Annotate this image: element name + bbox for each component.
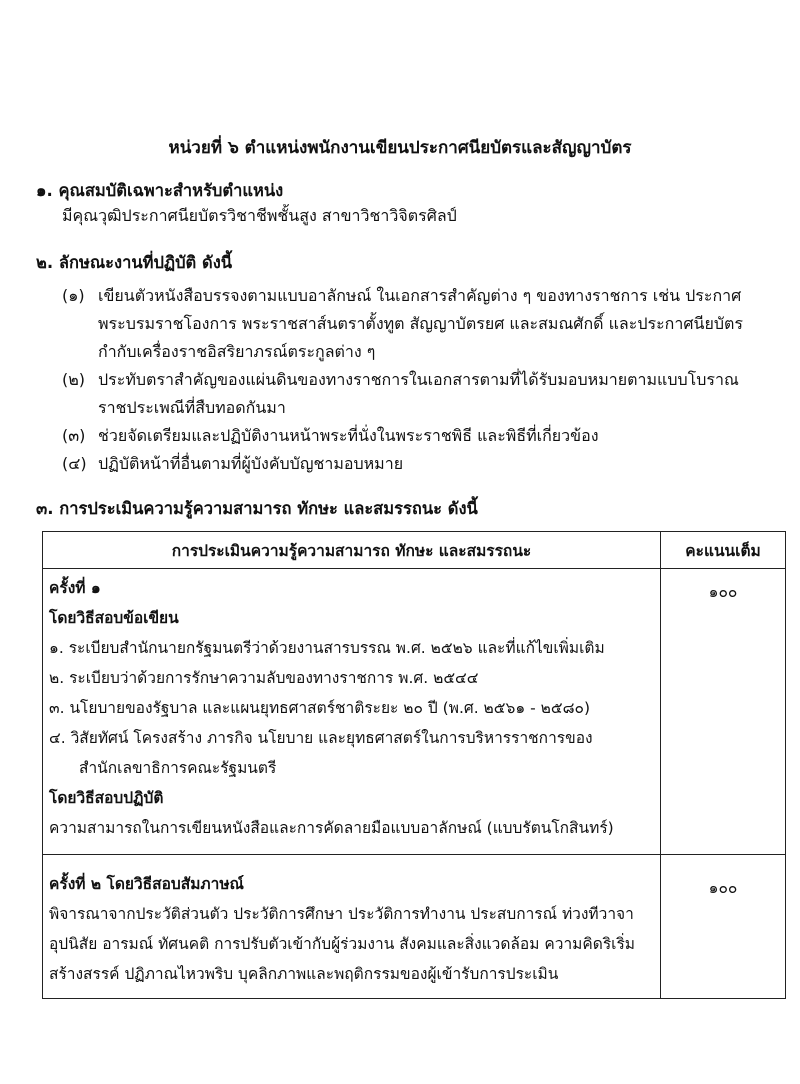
table-header-row [43,532,786,569]
duty-item-line [62,394,743,422]
page-title: หน่วยที่ ๖ ตำแหน่งพนักงานเขียนประกาศนียบัตรและสัญญาบัตร [168,138,632,158]
header-assessment: การประเมินความรู้ความสามารถ ทักษะ และสมรรถนะ [43,532,661,569]
practical-exam-text: ความสามารถในการเขียนหนังสือและการคัดลายมือแบบอาลักษณ์ (แบบรัตนโกสินทร์) [49,819,614,837]
practical-exam-label: โดยวิธีสอบปฏิบัติ [49,789,164,807]
duty-item-text: ปฏิบัติหน้าที่อื่นตามที่ผู้บังคับบัญชามอบหมาย [98,454,404,473]
duty-item-text: ช่วยจัดเตรียมและปฏิบัติงานหน้าพระที่นั่งในพระราชพิธี และพิธีที่เกี่ยวข้อง [98,426,599,445]
duty-item-line [62,338,743,366]
duty-item-line [62,422,743,450]
duty-item-line [62,310,743,338]
topic-item: ๔. วิสัยทัศน์ โครงสร้าง ภารกิจ นโยบาย และยุทธศาสตร์ในการบริหารราชการของ [49,729,593,747]
duty-item-line [62,366,743,394]
round-2-heading: ครั้งที่ ๒ โดยวิธีสอบสัมภาษณ์ [49,875,244,893]
table-row [43,855,786,999]
interview-criteria-line: พิจารณาจากประวัติส่วนตัว ประวัติการศึกษา ประวัติการทำงาน ประสบการณ์ ท่วงทีวาจา [49,905,634,923]
round-1-label: ครั้งที่ ๑ [49,579,101,597]
duty-item-number: (๒) [62,370,86,389]
topic-item: ๑. ระเบียบสำนักนายกรัฐมนตรีว่าด้วยงานสารบรรณ พ.ศ. ๒๕๒๖ และที่แก้ไขเพิ่มเติม [49,639,605,657]
interview-criteria-line: อุปนิสัย อารมณ์ ทัศนคติ การปรับตัวเข้ากับผู้ร่วมงาน สังคมและสิ่งแวดล้อม ความคิดริเริ่ม [49,935,635,953]
section-1-text: มีคุณวุฒิประกาศนียบัตรวิชาชีพชั้นสูง สาขาวิชาวิจิตรศิลป์ [62,206,457,225]
duty-item-line [62,450,743,478]
section-1-heading: ๑. คุณสมบัติเฉพาะสำหรับตำแหน่ง [36,181,284,200]
duty-item-text: ราชประเพณีที่สืบทอดกันมา [98,398,286,417]
topic-item: ๒. ระเบียบว่าด้วยการรักษาความลับของทางราชการ พ.ศ. ๒๕๔๔ [49,669,479,687]
topic-item: ๓. นโยบายของรัฐบาล และแผนยุทธศาสตร์ชาติระยะ ๒๐ ปี (พ.ศ. ๒๕๖๑ - ๒๕๘๐) [49,699,591,717]
table-row [43,569,786,855]
duty-list [62,282,743,478]
duty-item-text: กำกับเครื่องราชอิสริยาภรณ์ตระกูลต่าง ๆ [98,342,376,361]
section-2-heading: ๒. ลักษณะงานที่ปฏิบัติ ดังนี้ [36,253,233,272]
duty-item-number: (๓) [62,426,86,445]
header-full-score: คะแนนเต็ม [661,532,786,569]
section-3-heading: ๓. การประเมินความรู้ความสามารถ ทักษะ และสมรรถนะ ดังนี้ [36,499,478,518]
duty-item-number: (๔) [62,454,87,473]
interview-criteria-line: สร้างสรรค์ ปฏิภาณไหวพริบ บุคลิกภาพและพฤติกรรมของผู้เข้ารับการประเมิน [49,965,559,983]
written-exam-label: โดยวิธีสอบข้อเขียน [49,609,179,627]
round-2-score: ๑๐๐ [661,855,786,999]
round-2-cell [43,855,661,999]
topic-item-continued: สำนักเลขาธิการคณะรัฐมนตรี [79,759,277,777]
round-1-score: ๑๐๐ [661,569,786,855]
duty-item-text: พระบรมราชโองการ พระราชสาส์นตราตั้งทูต สัญญาบัตรยศ และสมณศักดิ์ และประกาศนียบัตร [98,314,743,333]
assessment-table [42,531,786,999]
round-1-cell [43,569,661,855]
duty-item-text: เขียนตัวหนังสือบรรจงตามแบบอาลักษณ์ ในเอกสารสำคัญต่าง ๆ ของทางราชการ เช่น ประกาศ [98,286,742,305]
duty-item-line [62,282,743,310]
duty-item-text: ประทับตราสำคัญของแผ่นดินของทางราชการในเอกสารตามที่ได้รับมอบหมายตามแบบโบราณ [98,370,739,389]
duty-item-number: (๑) [62,286,85,305]
